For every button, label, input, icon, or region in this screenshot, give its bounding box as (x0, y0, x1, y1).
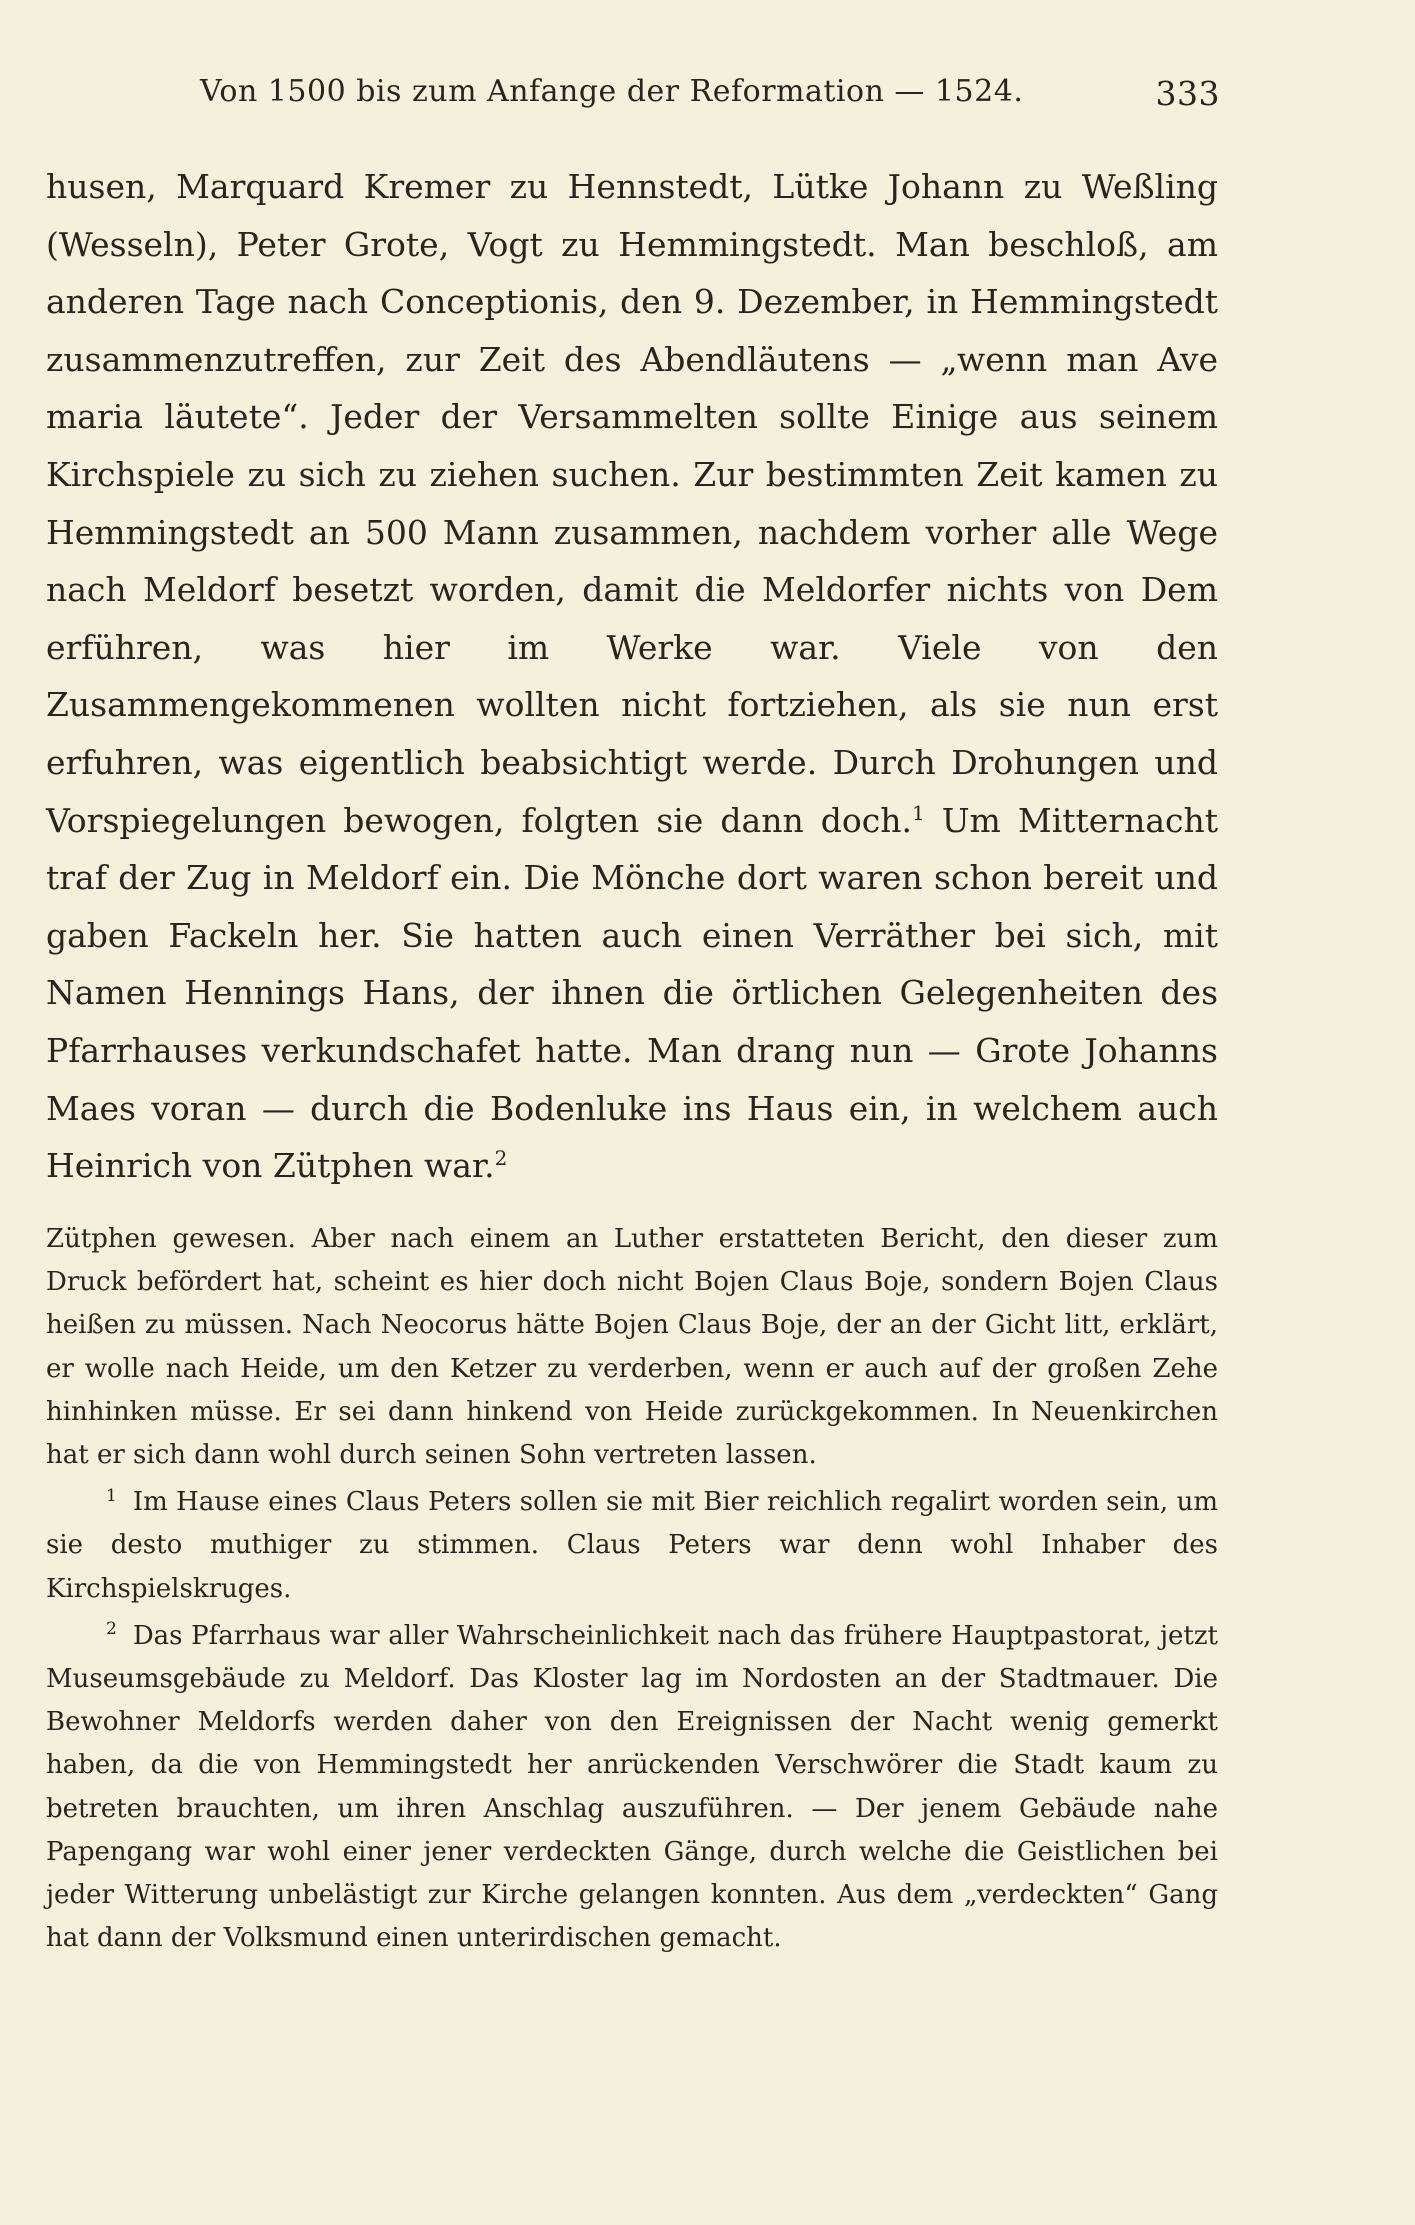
footnotes (46, 1218, 1218, 1964)
body-paragraph-part-2: Um Mitternacht traf der Zug in Meldorf ein. Die Mönche dort waren schon bereit und gaben Fackeln her. Sie hatten auch einen Verräther bei sich, mit Namen Hennings Hans, der ihnen die örtlichen Gelegenheiten des Pfarrhauses verkundschafet hatte. Man drang nun — Grote Johanns Maes voran — durch die Bodenluke ins Haus ein, in welchem auch Heinrich von Zütphen war. (46, 800, 1218, 1186)
footnote-1 (46, 1481, 1218, 1611)
footnote-1-number: 1 (106, 1485, 117, 1506)
footnote-2 (46, 1615, 1218, 1961)
running-title: Von 1500 bis zum Anfange der Reformation — 1524. (200, 74, 1024, 109)
body-paragraph (46, 158, 1218, 1195)
footnote-1-text: Im Hause eines Claus Peters sollen sie mit Bier reichlich regalirt worden sein, um sie desto muthiger zu stimmen. Claus Peters war denn wohl Inhaber des Kirchspielskruges. (46, 1487, 1218, 1604)
main-text (46, 158, 1218, 1195)
running-head (200, 74, 1220, 124)
footnote-2-number: 2 (106, 1619, 117, 1640)
body-paragraph-part-1: husen, Marquard Kremer zu Hennstedt, Lütke Johann zu Weßling (Wesseln), Peter Grote, Vogt zu Hemmingstedt. Man beschloß, am anderen Tage nach Conceptionis, den 9. Dezember, in Hemmingstedt zusammenzutreffen, zur Zeit des Abendläutens — „wenn man Ave maria läutete“. Jeder der Versammelten sollte Einige aus seinem Kirchspiele zu sich zu ziehen suchen. Zur bestimmten Zeit kamen zu Hemmingstedt an 500 Mann zusammen, nachdem vorher alle Wege nach Meldorf besetzt worden, damit die Meldorfer nichts von Dem erführen, was hier im Werke war. Viele von den Zusammengekommenen wollten nicht fortziehen, als sie nun erst erfuhren, was eigentlich beabsichtigt werde. Durch Drohungen und Vorspiegelungen bewogen, folgten sie dann doch. (46, 167, 1218, 840)
footnote-ref-1: 1 (911, 800, 925, 825)
footnote-ref-2: 2 (494, 1146, 508, 1171)
footnote-continued: Zütphen gewesen. Aber nach einem an Luther erstatteten Bericht, den dieser zum Druck befördert hat, scheint es hier doch nicht Bojen Claus Boje, sondern Bojen Claus heißen zu müssen. Nach Neocorus hätte Bojen Claus Boje, der an der Gicht litt, erklärt, er wolle nach Heide, um den Ketzer zu verderben, wenn er auch auf der großen Zehe hinhinken müsse. Er sei dann hinkend von Heide zurückgekommen. In Neuenkirchen hat er sich dann wohl durch seinen Sohn vertreten lassen. (46, 1224, 1218, 1471)
footnote-2-text: Das Pfarrhaus war aller Wahrscheinlichkeit nach das frühere Hauptpastorat, jetzt Museumsgebäude zu Meldorf. Das Kloster lag im Nordosten an der Stadtmauer. Die Bewohner Meldorfs werden daher von den Ereignissen der Nacht wenig gemerkt haben, da die von Hemmingstedt her anrückenden Verschwörer die Stadt kaum zu betreten brauchten, um ihren Anschlag auszuführen. — Der jenem Gebäude nahe Papengang war wohl einer jener verdeckten Gänge, durch welche die Geistlichen bei jeder Witterung unbelästigt zur Kirche gelangen konnten. Aus dem „verdeckten“ Gang hat dann der Volksmund einen unterirdischen gemacht. (46, 1620, 1218, 1954)
page-number: 333 (1155, 74, 1220, 113)
